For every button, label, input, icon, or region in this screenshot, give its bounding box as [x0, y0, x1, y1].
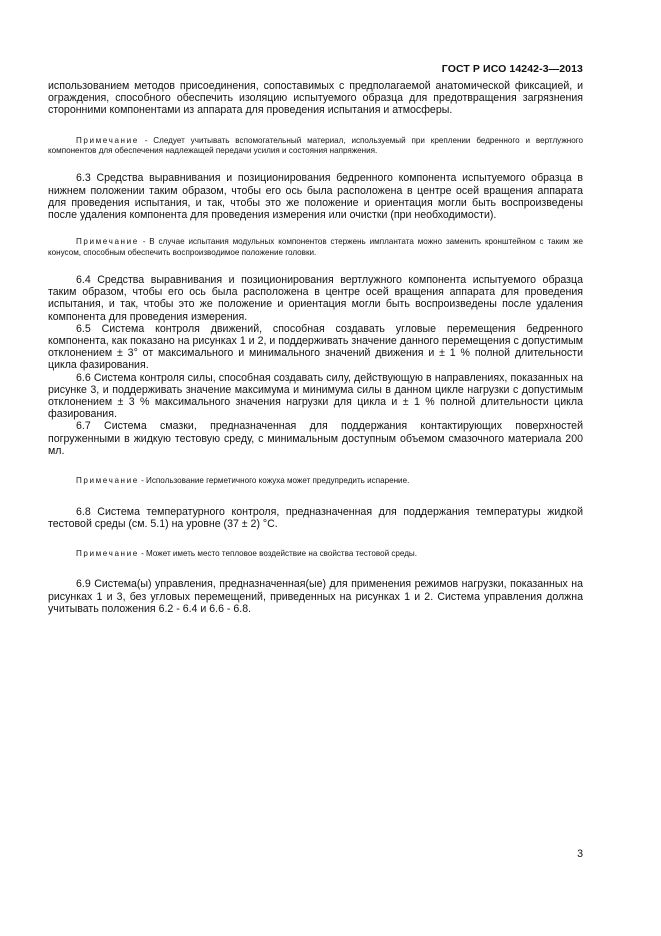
page-body	[48, 80, 583, 615]
paragraph-6-8: 6.8 Система температурного контроля, предназначенная для поддержания температуры жидкой тестовой среды (см. 5.1) на уровне (37 ± 2) °С.	[48, 505, 583, 530]
note-label: Примечание	[76, 476, 139, 486]
note-label: Примечание	[76, 237, 139, 247]
paragraph-6-4: 6.4 Средства выравнивания и позиционирования вертлужного компонента испытуемого образца таким образом, чтобы его ось была расположена в центре осей вращения аппарата для проведения испытания, и так, чтобы это же положение и ориентация могли быть воспроизведены после удаления компонента для проведения измерения.	[48, 274, 583, 323]
note-text: - Может иметь место тепловое воздействие на свойства тестовой среды.	[138, 548, 417, 558]
note-1	[48, 136, 583, 157]
note-4	[48, 549, 583, 559]
document-header: ГОСТ Р ИСО 14242-3—2013	[441, 63, 583, 75]
paragraph-6-7: 6.7 Система смазки, предназначенная для поддержания контактирующих поверхностей погруженными в жидкую тестовую среду, с минимальным доступным объемом смазочного материала 200 мл.	[48, 420, 583, 457]
note-label: Примечание	[76, 548, 139, 558]
note-text: - Следует учитывать вспомогательный материал, используемый при креплении бедренного и вертлужного компонентов для обеспечения надлежащей передачи усилия и состояния напряжения.	[48, 135, 583, 156]
note-3	[48, 476, 583, 486]
paragraph-intro: использованием методов присоединения, сопоставимых с предполагаемой анатомической фиксацией, и ограждения, способного обеспечить изоляцию испытуемого образца для предотвращения загрязнения сторонними компонентами из аппарата для проведения испытания и атмосферы.	[48, 80, 583, 117]
note-text: - Использование герметичного кожуха может предупредить испарение.	[138, 476, 410, 486]
note-2	[48, 237, 583, 258]
paragraph-6-9: 6.9 Система(ы) управления, предназначенная(ые) для применения режимов нагрузки, показанных на рисунках 1 и 3, без угловых перемещений, приведенных на рисунках 1 и 2. Система управления должна учитывать положения 6.2 - 6.4 и 6.6 - 6.8.	[48, 578, 583, 615]
note-label: Примечание	[76, 135, 139, 145]
paragraph-6-6: 6.6 Система контроля силы, способная создавать силу, действующую в направлениях, показанных на рисунке 3, и поддерживать значение максимума и минимума силы в данном цикле нагрузки с допустимым отклонением ± 3 % максимального значения нагрузки для цикла и ± 1 % полной длительности цикла фазирования.	[48, 371, 583, 421]
paragraph-6-5: 6.5 Система контроля движений, способная создавать угловые перемещения бедренного компонента, как показано на рисунках 1 и 2, и поддерживать значение данного перемещения с допустимым отклонением ± 3° от максимального и минимального значений движения и ± 1 % полной длительности цикла фазирования.	[48, 322, 583, 372]
paragraph-6-3: 6.3 Средства выравнивания и позиционирования бедренного компонента испытуемого образца в нижнем положении таким образом, чтобы его ось была расположена в центре осей вращения аппарата для проведения испытания, и так, чтобы это же положение и ориентация могли быть воспроизведены после удаления компонента для проведения измерения или очистки (при необходимости).	[48, 172, 583, 222]
page-number: 3	[577, 848, 583, 860]
note-text: - В случае испытания модульных компонентов стержень имплантата можно заменить кронштейном с таким же конусом, способным обеспечить воспроизводимое положение головки.	[48, 237, 583, 257]
